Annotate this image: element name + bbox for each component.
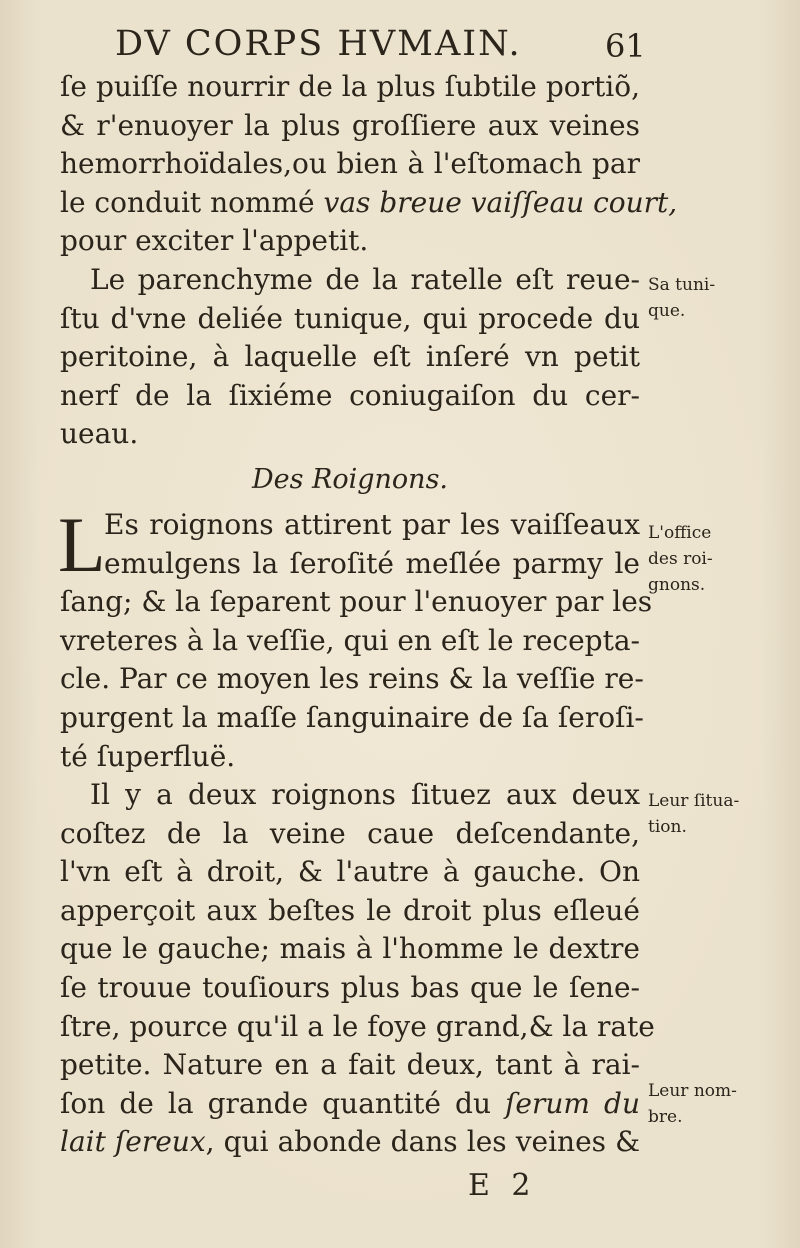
margin-note-situation bbox=[648, 788, 739, 840]
text-line: apperçoit aux beſtes le droit plus eſleué bbox=[60, 893, 640, 927]
margin-note-line: gnons. bbox=[648, 575, 706, 595]
text-line: peritoine, à laquelle eſt inſeré vn petit bbox=[60, 340, 640, 374]
text-line: & r'enuoyer la plus groſſiere aux veines bbox=[60, 108, 640, 142]
text-run: ſon de la grande quantité du bbox=[60, 1086, 506, 1120]
margin-note-line: des roi- bbox=[648, 549, 713, 569]
latin-term: vas breue vaiſſeau court, bbox=[323, 185, 678, 219]
text-line: ſe puiſſe nourrir de la plus ſubtile portiõ, bbox=[60, 70, 640, 103]
text-line: ſe trouue touſiours plus bas que le ſene- bbox=[60, 971, 640, 1005]
margin-note-line: bre. bbox=[648, 1107, 683, 1127]
text-line: purgent la maſſe ſanguinaire de ſa ſeroſi- bbox=[60, 700, 644, 734]
text-line: ſtu d'vne deliée tunique, qui procede du bbox=[60, 301, 640, 335]
paragraph-spleen-conduit bbox=[60, 68, 678, 261]
margin-note-line: Leur nom- bbox=[648, 1081, 737, 1101]
text-line: ueau. bbox=[60, 417, 139, 451]
margin-note-tunique bbox=[648, 272, 715, 324]
text-line: emulgens la ſeroſité meſlée parmy le bbox=[104, 546, 640, 580]
text-line: cle. Par ce moyen les reins & la veſſie re- bbox=[60, 662, 644, 696]
text-line: petite. Nature en a fait deux, tant à rai- bbox=[60, 1048, 640, 1082]
text-line: vreteres à la veſſie, qui en eſt le recepta- bbox=[60, 623, 640, 657]
text-line: Le parenchyme de la ratelle eſt reue- bbox=[90, 262, 640, 296]
margin-note-line: Leur ſitua- bbox=[648, 791, 740, 811]
text-line bbox=[60, 1085, 640, 1124]
text-line: nerf de la ſixiéme coniugaiſon du cer- bbox=[60, 378, 640, 412]
signature-mark: E 2 bbox=[468, 1168, 537, 1203]
latin-term: ſerum du bbox=[505, 1086, 640, 1120]
margin-note-line: que. bbox=[648, 301, 686, 321]
running-title: DV CORPS HVMAIN. bbox=[115, 24, 522, 64]
text-line: ſtre, pource qu'il a le foye grand,& la rate bbox=[60, 1009, 655, 1043]
text-line bbox=[60, 1123, 640, 1162]
text-line bbox=[60, 184, 678, 223]
text-line: l'vn eſt à droit, & l'autre à gauche. On bbox=[60, 855, 640, 889]
text-line: té ſuperfluë. bbox=[60, 739, 236, 773]
text-line: Es roignons attirent par les vaiſſeaux bbox=[104, 507, 640, 541]
paragraph-spleen-tunic bbox=[60, 261, 640, 454]
margin-note-office bbox=[648, 520, 713, 598]
text-run: le conduit nommé bbox=[60, 185, 324, 219]
text-line: coſtez de la veine caue deſcendante, bbox=[60, 816, 640, 850]
text-line: Il y a deux roignons ſituez aux deux bbox=[90, 778, 640, 812]
drop-cap: L bbox=[58, 500, 106, 588]
margin-note-line: tion. bbox=[648, 817, 687, 837]
text-run: , qui abonde dans les veines & bbox=[205, 1125, 641, 1159]
section-heading: Des Roignons. bbox=[251, 463, 449, 495]
text-line: que le gauche; mais à l'homme le dextre bbox=[60, 932, 640, 966]
margin-note-line: Sa tuni- bbox=[648, 275, 716, 295]
paragraph-kidneys-situation bbox=[60, 776, 655, 1162]
running-header bbox=[115, 20, 655, 68]
text-line: hemorrhoïdales,ou bien à l'eſtomach par bbox=[60, 147, 640, 181]
latin-term: lait ſereux bbox=[60, 1125, 206, 1159]
margin-note-nombre bbox=[648, 1078, 737, 1130]
page-number: 61 bbox=[605, 27, 646, 65]
margin-note-line: L'office bbox=[648, 523, 712, 543]
text-line: pour exciter l'appetit. bbox=[60, 224, 369, 258]
text-line: ſang; & la ſeparent pour l'enuoyer par les bbox=[60, 585, 653, 619]
paragraph-kidneys-office bbox=[58, 500, 653, 776]
